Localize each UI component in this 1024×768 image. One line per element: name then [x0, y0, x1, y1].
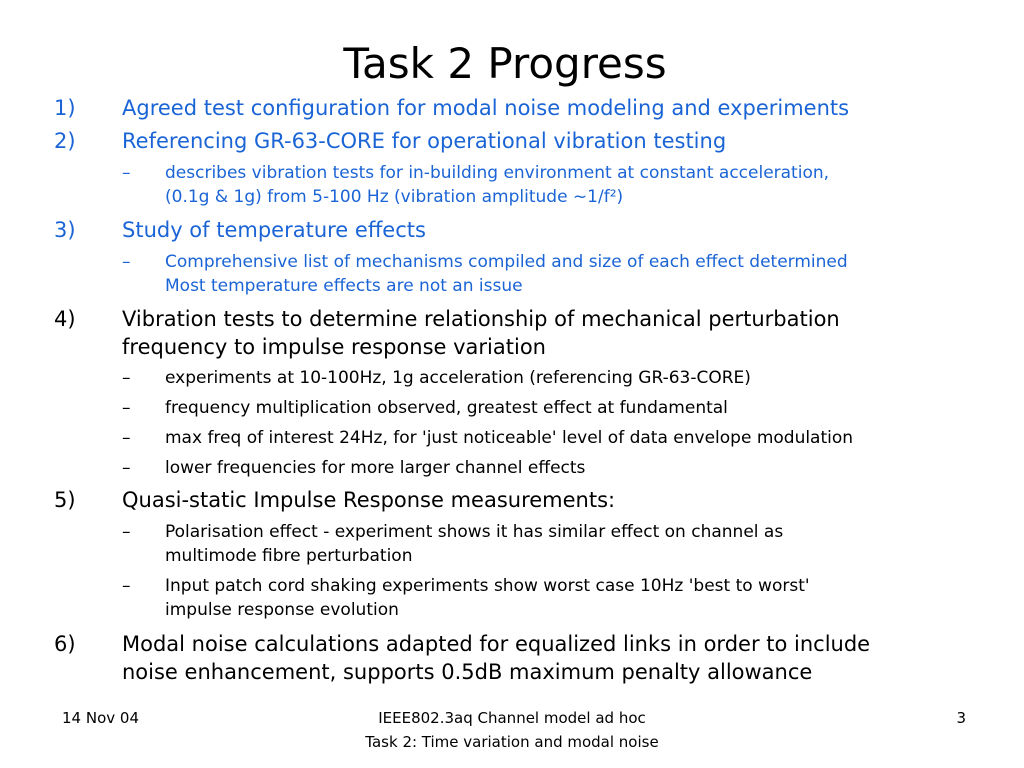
item-number: 2)	[54, 129, 76, 153]
sub-item-text: max freq of interest 24Hz, for 'just noticeable' level of data envelope modulation	[165, 428, 854, 448]
item-number: 6)	[54, 632, 76, 656]
sub-item-text: multimode fibre perturbation	[165, 546, 413, 566]
sub-bullet-dash: –	[122, 368, 131, 388]
sub-bullet-dash: –	[122, 522, 131, 542]
sub-bullet-dash: –	[122, 458, 131, 478]
item-text: Modal noise calculations adapted for equalized links in order to include	[122, 632, 871, 656]
footer-center	[262, 706, 762, 754]
sub-bullet-dash: –	[122, 163, 131, 183]
item-text: Agreed test configuration for modal noise modeling and experiments	[122, 96, 850, 120]
sub-item-text: Comprehensive list of mechanisms compiled and size of each effect determined	[165, 252, 848, 272]
footer-center-line1: IEEE802.3aq Channel model ad hoc	[378, 709, 646, 727]
sub-item-text: Most temperature effects are not an issue	[165, 276, 523, 296]
slide-title: Task 2 Progress	[343, 39, 667, 88]
item-text: Quasi-static Impulse Response measurements:	[122, 488, 616, 512]
footer-center-line2: Task 2: Time variation and modal noise	[365, 733, 659, 751]
sub-item-text: experiments at 10-100Hz, 1g acceleration (referencing GR-63-CORE)	[165, 368, 751, 388]
item-text: frequency to impulse response variation	[122, 335, 546, 359]
item-number: 4)	[54, 307, 76, 331]
sub-bullet-dash: –	[122, 252, 131, 272]
sub-item-text: Input patch cord shaking experiments show worst case 10Hz 'best to worst'	[165, 576, 810, 596]
sub-bullet-dash: –	[122, 576, 131, 596]
item-number: 3)	[54, 218, 76, 242]
item-number: 1)	[54, 96, 76, 120]
sub-bullet-dash: –	[122, 428, 131, 448]
sub-bullet-dash: –	[122, 398, 131, 418]
item-number: 5)	[54, 488, 76, 512]
footer-date: 14 Nov 04	[62, 709, 139, 727]
sub-item-text: impulse response evolution	[165, 600, 399, 620]
sub-item-text: (0.1g & 1g) from 5-100 Hz (vibration amplitude ~1/f²)	[165, 187, 624, 207]
item-text: Referencing GR-63-CORE for operational vibration testing	[122, 129, 727, 153]
sub-item-text: describes vibration tests for in-building environment at constant acceleration,	[165, 163, 830, 183]
sub-item-text: Polarisation effect - experiment shows it has similar effect on channel as	[165, 522, 784, 542]
sub-item-text: lower frequencies for more larger channel effects	[165, 458, 586, 478]
item-text: Vibration tests to determine relationship of mechanical perturbation	[122, 307, 840, 331]
footer-page-number: 3	[956, 709, 966, 727]
item-text: noise enhancement, supports 0.5dB maximum penalty allowance	[122, 660, 813, 684]
item-text: Study of temperature effects	[122, 218, 426, 242]
sub-item-text: frequency multiplication observed, greatest effect at fundamental	[165, 398, 728, 418]
